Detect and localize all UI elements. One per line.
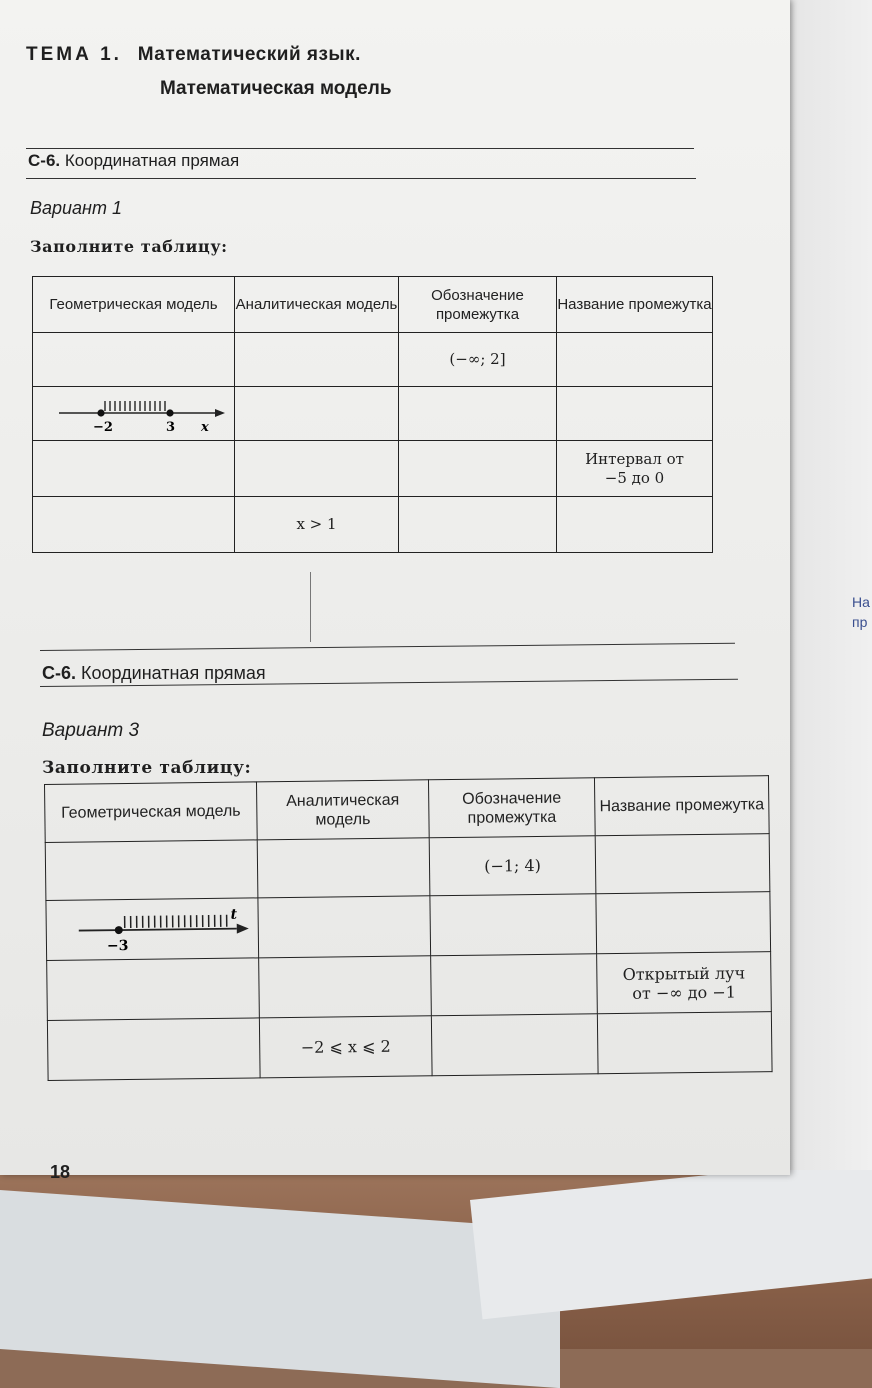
cell-empty[interactable] (235, 441, 399, 497)
axis-label: x (200, 420, 209, 435)
cell-empty[interactable] (557, 387, 713, 441)
section1-variant: Вариант 1 (30, 198, 122, 219)
header-interval-name: Название промежутка (557, 277, 713, 333)
cell-number-line (33, 387, 235, 441)
header-analytic-model: Аналитическая модель (256, 780, 429, 840)
table-row (33, 333, 713, 387)
tick-label-from: −3 (106, 937, 128, 953)
table-row (47, 1012, 772, 1081)
cell-empty[interactable] (595, 834, 770, 894)
section1-instruction: Заполните таблицу: (30, 237, 228, 256)
cell-empty[interactable] (45, 840, 258, 901)
cell-empty[interactable] (33, 497, 235, 553)
topic-heading (26, 44, 361, 66)
section2-rule-top (40, 643, 735, 651)
tick-label-to: 3 (166, 420, 175, 435)
cell-empty[interactable] (399, 441, 557, 497)
topic-title-line2: Математическая модель (160, 78, 392, 100)
cell-empty[interactable] (557, 497, 713, 553)
cell-analytic-model: x > 1 (235, 497, 399, 553)
header-interval-notation: Обозначение промежутка (428, 778, 595, 838)
section1-rule-bottom (26, 178, 696, 179)
pencil-mark (310, 572, 311, 642)
number-line-axis (78, 928, 236, 930)
side-sheet-text: На пр (852, 592, 870, 632)
cell-empty[interactable] (259, 956, 432, 1018)
axis-label: t (230, 906, 237, 922)
section1-rule-top (26, 148, 694, 149)
number-line-graphic (39, 391, 229, 437)
header-interval-name: Название промежутка (594, 776, 769, 836)
cell-empty[interactable] (47, 1018, 260, 1081)
page-number: 18 (50, 1162, 70, 1183)
cell-empty[interactable] (33, 441, 235, 497)
table-row (46, 892, 771, 961)
cell-number-line (46, 898, 259, 961)
cell-empty[interactable] (399, 387, 557, 441)
endpoint-dot (114, 926, 122, 934)
cell-analytic-model: −2 ⩽ x ⩽ 2 (259, 1016, 432, 1078)
cell-interval-notation: (−∞; 2] (399, 333, 557, 387)
section1-title: С-6. Координатная прямая (28, 151, 239, 171)
header-analytic-model: Аналитическая модель (235, 277, 399, 333)
table-row (33, 497, 713, 553)
cell-empty[interactable] (47, 958, 260, 1021)
table-row (33, 441, 713, 497)
topic-title-line1: Математический язык. (138, 44, 361, 65)
arrow-icon (215, 409, 225, 417)
header-geometric-model: Геометрическая модель (33, 277, 235, 333)
cell-empty[interactable] (33, 333, 235, 387)
cell-interval-name: Открытый луч от −∞ до −1 (597, 952, 772, 1014)
cell-empty[interactable] (235, 333, 399, 387)
hatch-marks (105, 401, 165, 411)
table-row (45, 834, 770, 901)
cell-empty[interactable] (430, 894, 597, 956)
cell-empty[interactable] (596, 892, 771, 954)
section2-variant: Вариант 3 (42, 720, 139, 742)
number-line-graphic (52, 904, 253, 954)
topic-label: ТЕМА 1. (26, 44, 122, 65)
section2-title: С-6. Координатная прямая (42, 663, 266, 684)
table-row (47, 952, 772, 1021)
cell-empty[interactable] (258, 896, 431, 958)
table-header-row (45, 776, 770, 843)
table-row (33, 387, 713, 441)
tick-label-from: −2 (93, 420, 113, 435)
endpoint-dot-right (166, 409, 173, 416)
section2-table (44, 775, 773, 1081)
cell-empty[interactable] (597, 1012, 772, 1074)
section2-instruction: Заполните таблицу: (42, 758, 251, 778)
arrow-icon (236, 923, 248, 933)
header-interval-notation: Обозначение промежутка (399, 277, 557, 333)
table-header-row (33, 277, 713, 333)
cell-empty[interactable] (557, 333, 713, 387)
section1-table (32, 276, 713, 553)
hatch-marks (124, 914, 226, 927)
cell-interval-notation: (−1; 4) (429, 836, 596, 896)
endpoint-dot-left (97, 409, 104, 416)
cell-empty[interactable] (399, 497, 557, 553)
cell-empty[interactable] (431, 1014, 598, 1076)
cell-empty[interactable] (257, 838, 430, 898)
cell-empty[interactable] (235, 387, 399, 441)
header-geometric-model: Геометрическая модель (45, 782, 258, 843)
cell-interval-name: Интервал от −5 до 0 (557, 441, 713, 497)
cell-empty[interactable] (431, 954, 598, 1016)
